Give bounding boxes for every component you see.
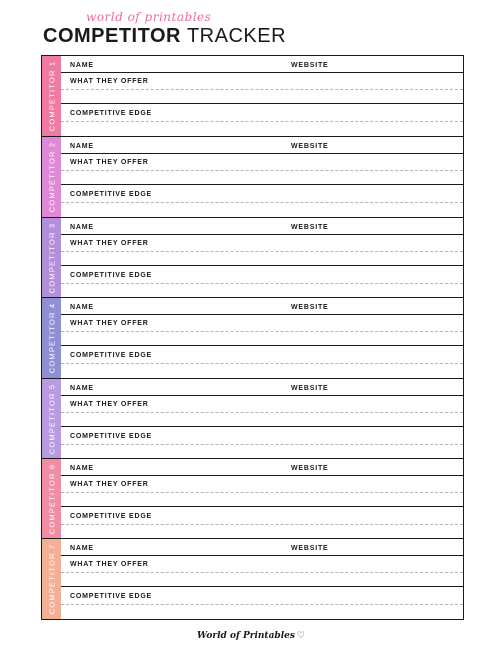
writing-line: [61, 524, 463, 525]
website-label: WEBSITE: [291, 465, 329, 472]
writing-line: [61, 572, 463, 573]
competitor-label: COMPETITOR 6: [47, 463, 56, 535]
competitor-label: COMPETITOR 4: [47, 302, 56, 374]
competitor-block-3: [42, 217, 463, 298]
page-title: [43, 25, 286, 48]
writing-line: [61, 331, 463, 332]
edge-label: COMPETITIVE EDGE: [70, 352, 153, 360]
website-label: WEBSITE: [291, 304, 329, 312]
row-divider: [61, 586, 463, 587]
competitor-tab: [42, 539, 61, 619]
writing-line: [61, 121, 463, 122]
competitor-label: COMPETITOR 5: [47, 383, 56, 454]
competitor-label: COMPETITOR 7: [47, 544, 56, 615]
competitor-block-6: [42, 458, 463, 539]
competitor-block-2: [42, 136, 463, 217]
row-divider: [61, 426, 463, 427]
offer-label: WHAT THEY OFFER: [70, 239, 149, 247]
name-label: NAME: [70, 384, 94, 392]
name-label: NAME: [70, 143, 94, 151]
competitor-tab: [42, 459, 61, 539]
writing-line: [61, 444, 463, 445]
row-divider: [61, 153, 463, 154]
row-divider: [61, 103, 463, 104]
competitor-tab: [42, 56, 61, 136]
website-label: WEBSITE: [291, 384, 329, 392]
footer-brand-text: World of Printables: [196, 631, 295, 641]
website-label: WEBSITE: [291, 62, 329, 69]
row-divider: [61, 475, 463, 476]
competitor-block-5: [42, 378, 463, 459]
title-bold: COMPETITOR: [43, 25, 181, 47]
offer-label: WHAT THEY OFFER: [70, 400, 149, 408]
edge-label: COMPETITIVE EDGE: [70, 513, 153, 520]
website-label: WEBSITE: [291, 223, 329, 231]
competitor-tracker-table: [41, 55, 464, 620]
brand-logo-script: world of printables: [86, 10, 212, 24]
row-divider: [61, 345, 463, 346]
writing-line: [61, 492, 463, 493]
writing-line: [61, 363, 463, 364]
competitor-tab: [42, 218, 61, 298]
website-label: WEBSITE: [291, 545, 329, 553]
competitor-block-4: [42, 297, 463, 378]
edge-label: COMPETITIVE EDGE: [70, 593, 153, 601]
name-label: NAME: [70, 304, 94, 312]
competitor-block-7: [42, 538, 463, 619]
name-label: NAME: [70, 62, 94, 69]
competitor-block-1: [42, 56, 463, 136]
offer-label: WHAT THEY OFFER: [70, 159, 149, 167]
writing-line: [61, 412, 463, 413]
competitor-label: COMPETITOR 3: [47, 222, 56, 294]
offer-label: WHAT THEY OFFER: [70, 561, 149, 569]
competitor-tab: [42, 298, 61, 378]
competitor-label: COMPETITOR 2: [47, 142, 56, 213]
edge-label: COMPETITIVE EDGE: [70, 191, 153, 199]
writing-line: [61, 170, 463, 171]
offer-label: WHAT THEY OFFER: [70, 320, 149, 328]
name-label: NAME: [70, 465, 94, 472]
row-divider: [61, 555, 463, 556]
edge-label: COMPETITIVE EDGE: [70, 110, 153, 117]
name-label: NAME: [70, 545, 94, 553]
competitor-tab: [42, 137, 61, 217]
row-divider: [61, 506, 463, 507]
row-divider: [61, 184, 463, 185]
name-label: NAME: [70, 223, 94, 231]
row-divider: [61, 314, 463, 315]
writing-line: [61, 604, 463, 605]
heart-icon: ♡: [296, 631, 305, 641]
row-divider: [61, 395, 463, 396]
writing-line: [61, 283, 463, 284]
row-divider: [61, 234, 463, 235]
offer-label: WHAT THEY OFFER: [70, 78, 149, 85]
competitor-label: COMPETITOR 1: [47, 60, 56, 132]
offer-label: WHAT THEY OFFER: [70, 481, 149, 488]
competitor-tab: [42, 379, 61, 459]
writing-line: [61, 89, 463, 90]
edge-label: COMPETITIVE EDGE: [70, 432, 153, 440]
row-divider: [61, 265, 463, 266]
website-label: WEBSITE: [291, 143, 329, 151]
edge-label: COMPETITIVE EDGE: [70, 271, 153, 279]
title-light: TRACKER: [186, 25, 287, 47]
row-divider: [61, 72, 463, 73]
writing-line: [61, 251, 463, 252]
footer-brand: [0, 625, 502, 643]
writing-line: [61, 202, 463, 203]
